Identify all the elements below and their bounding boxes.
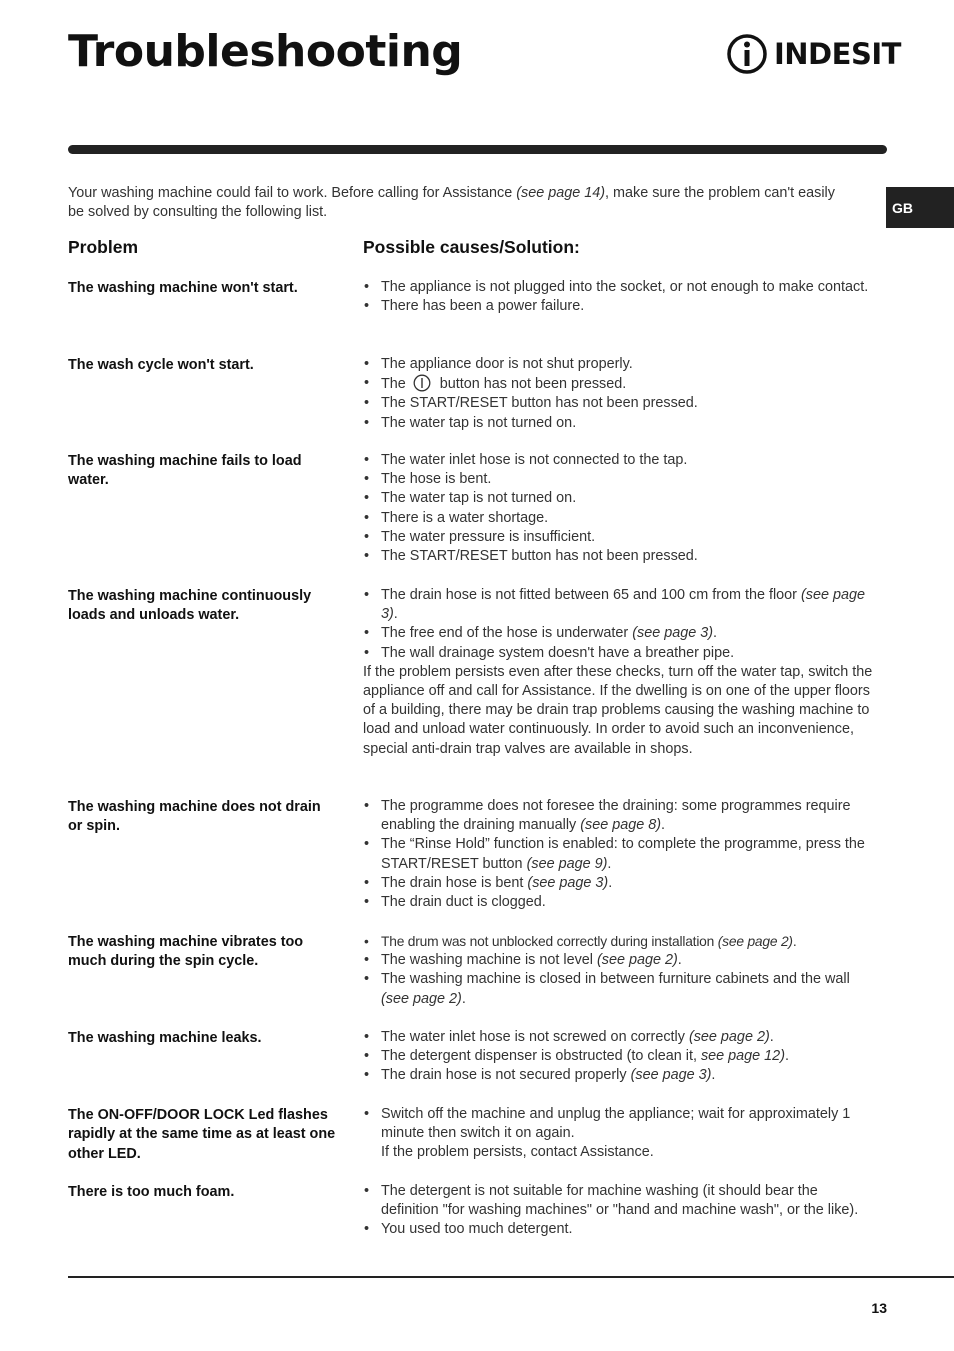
cause-text: The drain hose is not fitted between 65 and 100 cm from the floor bbox=[381, 587, 801, 603]
cause-text: The washing machine is not level bbox=[381, 952, 597, 969]
cause-item: • The wall drainage system doesn't have a breather pipe. bbox=[363, 644, 878, 663]
page-ref: (see page 3) bbox=[527, 874, 609, 891]
solution-block bbox=[363, 1028, 878, 1086]
solution-column-header: Possible causes/Solution: bbox=[363, 237, 580, 257]
cause-tail: . bbox=[792, 934, 797, 949]
problem-text: The washing machine leaks. bbox=[68, 1030, 262, 1046]
cause-item bbox=[363, 1047, 878, 1066]
cause-text: The bbox=[381, 376, 410, 393]
cause-item bbox=[363, 951, 878, 970]
problem-text: The ON-OFF/DOOR LOCK Led flashes rapidly at the same time as at least one other LED. bbox=[68, 1107, 336, 1162]
cause-item bbox=[363, 624, 878, 643]
page-ref: (see page 2) bbox=[717, 934, 793, 949]
cause-item: • The drain duct is clogged. bbox=[363, 893, 878, 912]
page-ref: (see page 3) bbox=[381, 587, 865, 623]
page-number: 13 bbox=[871, 1300, 887, 1316]
intro-paragraph bbox=[68, 184, 848, 222]
cause-item: • The START/RESET button has not been pressed. bbox=[363, 394, 878, 413]
problem-text: The washing machine continuously loads and unloads water. bbox=[68, 588, 312, 624]
indesit-logo bbox=[726, 33, 901, 75]
problem-text: The washing machine fails to load water. bbox=[68, 453, 302, 489]
cause-text: The “Rinse Hold” function is enabled: to complete the programme, press the START/RESET button bbox=[381, 836, 865, 872]
page-ref: (see page 2) bbox=[381, 990, 462, 1007]
cause-text: The detergent dispenser is obstructed (to clean it, bbox=[381, 1048, 701, 1065]
cause-tail: . bbox=[461, 990, 466, 1007]
language-tab bbox=[886, 187, 954, 228]
cause-text: The programme does not foresee the draining: some programmes require enabling the draining manually bbox=[381, 798, 851, 834]
cause-item: • The water tap is not turned on. bbox=[363, 414, 878, 433]
indesit-logo-icon bbox=[726, 33, 768, 75]
cause-text: The water inlet hose is not screwed on correctly bbox=[381, 1029, 689, 1045]
cause-text: The drum was not unblocked correctly during installation bbox=[381, 934, 718, 949]
solution-block bbox=[363, 355, 878, 433]
cause-item: • The appliance door is not shut properly. bbox=[363, 355, 878, 374]
cause-item bbox=[363, 1028, 878, 1047]
header-rule bbox=[68, 145, 887, 154]
solution-block bbox=[363, 278, 878, 316]
page-ref: (see page 3) bbox=[632, 625, 714, 642]
intro-text: Your washing machine could fail to work. Before calling for Assistance bbox=[68, 185, 517, 201]
solution-note: If the problem persists even after these checks, turn off the water tap, switch the appliance off and call for Assistance. If the dwelling is on one of the upper floors of a building, there may be drain trap problems causing the washing machine to load and unload water continuously. In order to avoid such an inconvenience, special anti-drain trap valves are available in shops. bbox=[363, 663, 873, 757]
cause-item: • The detergent is not suitable for machine washing (it should bear the definition "for washing machines" or "hand and machine wash", or the like). bbox=[363, 1182, 878, 1220]
cause-item: • The START/RESET button has not been pressed. bbox=[363, 547, 878, 566]
problem-text: The wash cycle won't start. bbox=[68, 357, 254, 373]
cause-tail: . bbox=[661, 817, 666, 834]
solution-block bbox=[363, 1105, 878, 1163]
cause-text: button has not been pressed. bbox=[435, 376, 627, 393]
cause-tail: . bbox=[607, 855, 612, 872]
cause-item bbox=[363, 374, 878, 394]
cause-tail: . bbox=[784, 1048, 789, 1065]
cause-tail: . bbox=[393, 606, 398, 623]
cause-item: • You used too much detergent. bbox=[363, 1220, 878, 1239]
cause-tail: . bbox=[713, 625, 718, 642]
cause-item bbox=[363, 797, 878, 835]
problem-text: The washing machine won't start. bbox=[68, 280, 298, 296]
problem-text: The washing machine vibrates too much during the spin cycle. bbox=[68, 934, 304, 970]
problem-text: The washing machine does not drain or spin. bbox=[68, 799, 321, 835]
solution-block bbox=[363, 1182, 878, 1240]
language-tab-label: GB bbox=[892, 199, 913, 216]
cause-item bbox=[363, 970, 878, 1008]
cause-item bbox=[363, 932, 878, 951]
solution-note: If the problem persists, contact Assistance. bbox=[381, 1144, 654, 1161]
page-ref: (see page 3) bbox=[630, 1067, 712, 1084]
cause-tail: . bbox=[711, 1067, 716, 1084]
page-ref: (see page 8) bbox=[580, 817, 662, 834]
cause-item: • There is a water shortage. bbox=[363, 509, 878, 528]
cause-text: The drain hose is not secured properly bbox=[381, 1067, 631, 1084]
solution-block bbox=[363, 586, 878, 759]
cause-item bbox=[363, 1066, 878, 1085]
intro-page-ref: (see page 14) bbox=[516, 185, 606, 201]
cause-text: The drain hose is bent bbox=[381, 874, 528, 891]
cause-text: The washing machine is closed in between furniture cabinets and the wall bbox=[381, 971, 850, 988]
problem-text: There is too much foam. bbox=[68, 1184, 235, 1200]
page-ref: (see page 9) bbox=[526, 855, 608, 872]
cause-tail: . bbox=[608, 874, 613, 891]
cause-item bbox=[363, 874, 878, 893]
cause-tail: . bbox=[677, 952, 682, 969]
cause-tail: . bbox=[769, 1029, 774, 1045]
cause-text: The free end of the hose is underwater bbox=[381, 625, 633, 642]
cause-item bbox=[363, 586, 878, 624]
page-ref: see page 12) bbox=[700, 1048, 785, 1065]
page-ref: (see page 2) bbox=[596, 952, 678, 969]
page-title: Troubleshooting bbox=[68, 26, 463, 77]
solution-block bbox=[363, 797, 878, 912]
cause-item: • The water pressure is insufficient. bbox=[363, 528, 878, 547]
solution-block bbox=[363, 932, 878, 1009]
solution-block bbox=[363, 451, 878, 566]
footer-rule bbox=[68, 1276, 954, 1278]
brand-name: INDESIT bbox=[774, 37, 901, 71]
power-button-icon bbox=[412, 374, 432, 392]
cause-item: • The appliance is not plugged into the socket, or not enough to make contact. bbox=[363, 278, 878, 297]
problem-column-header: Problem bbox=[68, 237, 139, 257]
cause-item: • The water inlet hose is not connected to the tap. bbox=[363, 451, 878, 470]
page-ref: (see page 2) bbox=[688, 1029, 770, 1045]
cause-item: • Switch off the machine and unplug the appliance; wait for approximately 1 minute then switch it on again. bbox=[363, 1105, 878, 1143]
cause-item: • The hose is bent. bbox=[363, 470, 878, 489]
cause-item: • The water tap is not turned on. bbox=[363, 489, 878, 508]
cause-item bbox=[363, 835, 878, 873]
cause-item: • There has been a power failure. bbox=[363, 297, 878, 316]
intro-text-end: , make sure the problem can't easily be solved by consulting the following list. bbox=[68, 185, 835, 220]
